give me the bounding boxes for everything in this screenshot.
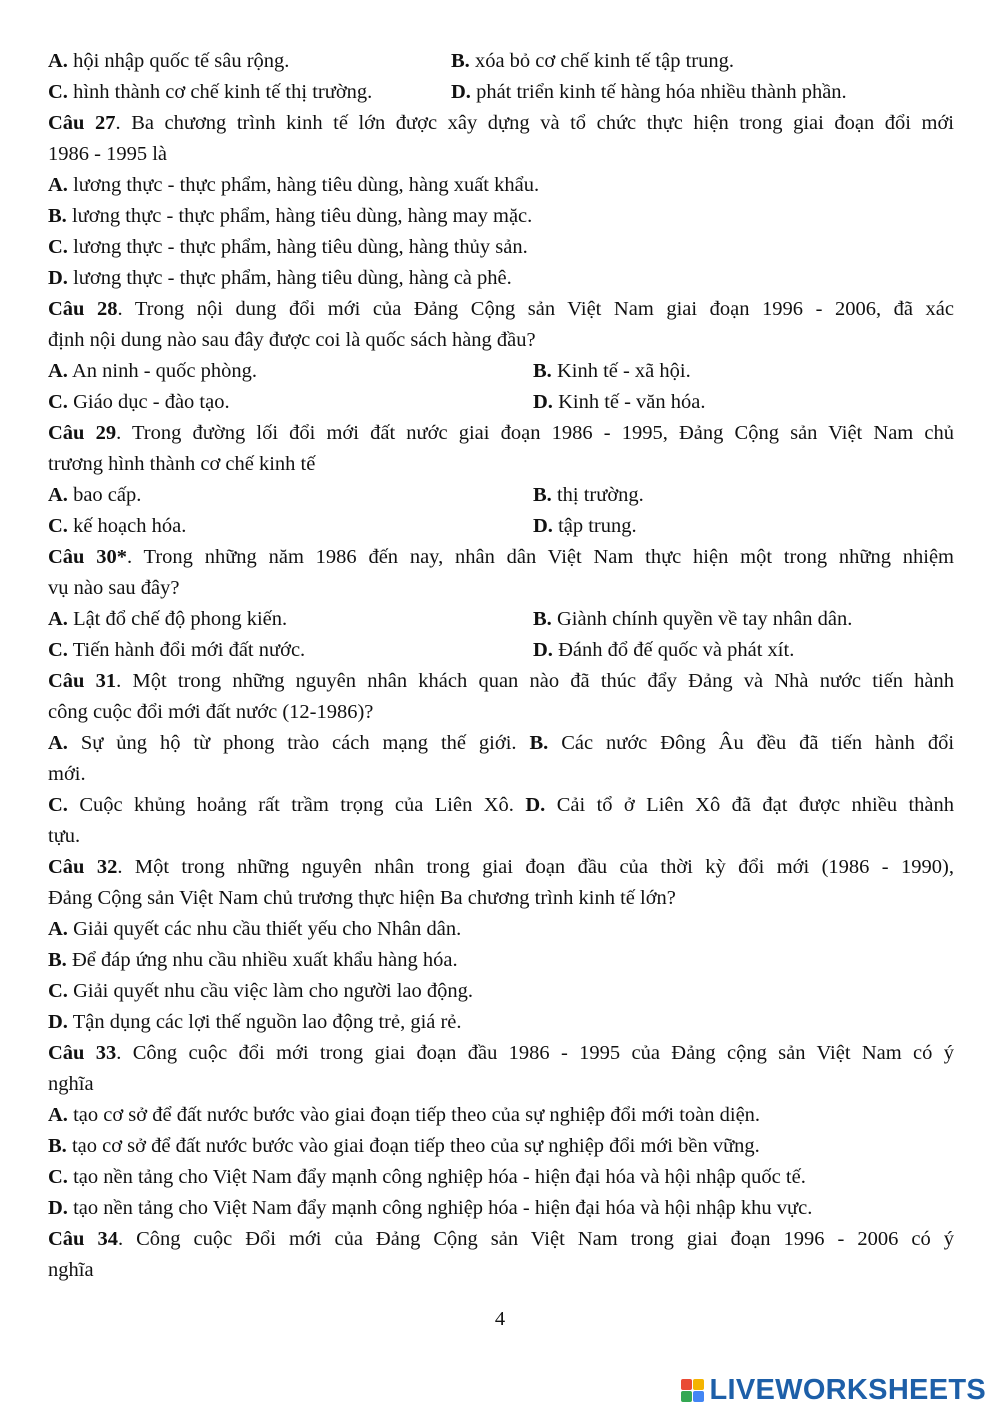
question-continuation: tựu. (48, 825, 81, 847)
option-label: C. (48, 515, 68, 537)
answer-option-row (48, 46, 954, 77)
answer-option (48, 511, 533, 542)
question-continuation: vụ nào sau đây? (48, 577, 180, 599)
option-label: D. (48, 1197, 68, 1219)
worksheet-content (48, 46, 954, 1286)
question-continuation: công cuộc đổi mới đất nước (12-1986)? (48, 701, 374, 723)
answer-option (48, 604, 533, 635)
option-text: xóa bỏ cơ chế kinh tế tập trung. (474, 50, 734, 72)
question-continuation: Đảng Cộng sản Việt Nam chủ trương thực hiện Ba chương trình kinh tế lớn? (48, 887, 676, 909)
question-number: Câu 34 (48, 1228, 118, 1250)
question-number: Câu 27 (48, 112, 116, 134)
option-text: Tận dụng các lợi thế nguồn lao động trẻ, giá rẻ. (72, 1011, 462, 1033)
option-text: lương thực - thực phẩm, hàng tiêu dùng, hàng xuất khẩu. (73, 174, 540, 196)
option-label: A. (48, 484, 68, 506)
option-text: tạo nền tảng cho Việt Nam đẩy mạnh công nghiệp hóa - hiện đại hóa và hội nhập khu vực. (73, 1197, 813, 1219)
option-text: Giải quyết nhu cầu việc làm cho người lao động. (73, 980, 474, 1002)
option-label: A. (48, 360, 68, 382)
option-label: C. (48, 794, 68, 816)
option-label: D. (48, 1011, 68, 1033)
option-label: B. (48, 949, 67, 971)
option-label: D. (533, 391, 553, 413)
answer-option (48, 170, 954, 201)
question-number: Câu 32 (48, 856, 118, 878)
answer-option (48, 914, 954, 945)
option-label: C. (48, 81, 68, 103)
answer-option (533, 635, 794, 666)
answer-option (451, 46, 734, 77)
logo-square-blue (693, 1391, 704, 1402)
option-label: A. (48, 732, 68, 754)
option-label: B. (451, 50, 470, 72)
question-line (48, 852, 954, 883)
answer-option (451, 77, 847, 108)
question-line (48, 542, 954, 573)
option-text: lương thực - thực phẩm, hàng tiêu dùng, hàng cà phê. (73, 267, 512, 289)
question-text: . Công cuộc đổi mới trong giai đoạn đầu 1986 - 1995 của Đảng cộng sản Việt Nam có ý (116, 1042, 954, 1064)
answer-option (533, 511, 637, 542)
question-text: . Công cuộc Đổi mới của Đảng Cộng sản Việt Nam trong giai đoạn 1996 - 2006 có ý (117, 1228, 954, 1250)
answer-option-row (48, 790, 954, 821)
question-line (48, 108, 954, 139)
option-text: tạo nền tảng cho Việt Nam đẩy mạnh công nghiệp hóa - hiện đại hóa và hội nhập quốc tế. (73, 1166, 806, 1188)
question-text: . Trong nội dung đổi mới của Đảng Cộng sản Việt Nam giai đoạn 1996 - 2006, đã xác (117, 298, 954, 320)
option-text: An ninh - quốc phòng. (71, 360, 257, 382)
answer-option (48, 46, 451, 77)
option-text: tạo cơ sở để đất nước bước vào giai đoạn tiếp theo của sự nghiệp đổi mới toàn diện. (73, 1104, 761, 1126)
option-label: B. (533, 484, 552, 506)
question-line (48, 294, 954, 325)
answer-option (533, 480, 644, 511)
option-label: D. (48, 267, 68, 289)
answer-option (48, 201, 954, 232)
answer-option-row (48, 480, 954, 511)
logo-square-red (681, 1379, 692, 1390)
answer-option (48, 1162, 954, 1193)
answer-option-row (48, 356, 954, 387)
option-label: C. (48, 236, 68, 258)
answer-option (48, 976, 954, 1007)
option-text: Cải tổ ở Liên Xô đã đạt được nhiều thành (556, 794, 955, 816)
answer-option-row (48, 387, 954, 418)
answer-option (48, 1193, 954, 1224)
option-label: C. (48, 980, 68, 1002)
question-number: Câu 33 (48, 1042, 117, 1064)
option-label: D. (533, 639, 553, 661)
option-text: Kinh tế - văn hóa. (558, 391, 706, 413)
option-label: B. (48, 205, 67, 227)
option-text: lương thực - thực phẩm, hàng tiêu dùng, hàng may mặc. (71, 205, 533, 227)
option-text: bao cấp. (73, 484, 142, 506)
option-label: A. (48, 608, 68, 630)
question-continuation: nghĩa (48, 1073, 94, 1095)
liveworksheets-logo[interactable] (681, 1374, 987, 1407)
answer-option-row (48, 511, 954, 542)
answer-option (533, 387, 706, 418)
option-text: Cuộc khủng hoảng rất trầm trọng của Liên Xô. (79, 794, 514, 816)
question-line (48, 1038, 954, 1069)
option-text: tạo cơ sở để đất nước bước vào giai đoạn tiếp theo của sự nghiệp đổi mới bền vững. (71, 1135, 760, 1157)
option-text: phát triển kinh tế hàng hóa nhiều thành phần. (476, 81, 847, 103)
answer-option-row (48, 604, 954, 635)
option-text: Giành chính quyền về tay nhân dân. (556, 608, 853, 630)
option-text: tập trung. (558, 515, 637, 537)
answer-option (48, 387, 533, 418)
question-continuation: mới. (48, 763, 86, 785)
option-text: Để đáp ứng nhu cầu nhiều xuất khẩu hàng hóa. (71, 949, 458, 971)
question-number: Câu 31 (48, 670, 117, 692)
option-label: D. (451, 81, 471, 103)
answer-option-row (48, 635, 954, 666)
answer-option (48, 356, 533, 387)
page-number: 4 (494, 1308, 506, 1330)
question-line (48, 666, 954, 697)
answer-option (48, 263, 954, 294)
option-text: hội nhập quốc tế sâu rộng. (73, 50, 290, 72)
option-text: Sự ủng hộ từ phong trào cách mạng thế giới. (80, 732, 517, 754)
option-text: lương thực - thực phẩm, hàng tiêu dùng, hàng thủy sản. (73, 236, 528, 258)
answer-option (48, 1131, 954, 1162)
answer-option (48, 1100, 954, 1131)
option-text: Giải quyết các nhu cầu thiết yếu cho Nhân dân. (73, 918, 462, 940)
answer-option (48, 232, 954, 263)
option-text: Kinh tế - xã hội. (556, 360, 691, 382)
question-continuation: trương hình thành cơ chế kinh tế (48, 453, 316, 475)
option-label: C. (48, 639, 68, 661)
question-text: . Ba chương trình kinh tế lớn được xây dựng và tổ chức thực hiện trong giai đoạn đổi mới (115, 112, 954, 134)
answer-option (48, 1007, 954, 1038)
option-text: Tiến hành đổi mới đất nước. (72, 639, 306, 661)
option-text: hình thành cơ chế kinh tế thị trường. (73, 81, 373, 103)
question-number: Câu 29 (48, 422, 117, 444)
logo-square-green (681, 1391, 692, 1402)
option-label: A. (48, 918, 68, 940)
question-continuation: định nội dung nào sau đây được coi là quốc sách hàng đầu? (48, 329, 536, 351)
question-text: . Một trong những nguyên nhân trong giai đoạn đầu của thời kỳ đổi mới (1986 - 1990), (117, 856, 954, 878)
liveworksheets-logo-icon (681, 1379, 704, 1402)
option-text: kế hoạch hóa. (73, 515, 187, 537)
option-text: Các nước Đông Âu đều đã tiến hành đổi (561, 732, 955, 754)
option-text: Giáo dục - đào tạo. (73, 391, 230, 413)
option-label: A. (48, 1104, 68, 1126)
option-label: B. (533, 608, 552, 630)
option-label: C. (48, 1166, 68, 1188)
option-label: B. (48, 1135, 67, 1157)
option-label: D. (525, 794, 546, 816)
question-line (48, 1224, 954, 1255)
option-text: Lật đổ chế độ phong kiến. (73, 608, 288, 630)
question-text: . Trong những năm 1986 đến nay, nhân dân Việt Nam thực hiện một trong những nhiệm (127, 546, 954, 568)
option-label: A. (48, 50, 68, 72)
answer-option (533, 604, 852, 635)
option-label: C. (48, 391, 68, 413)
question-continuation: 1986 - 1995 là (48, 143, 167, 165)
option-text: Đánh đổ đế quốc và phát xít. (558, 639, 795, 661)
option-label: A. (48, 174, 68, 196)
answer-option (48, 480, 533, 511)
question-text: . Trong đường lối đổi mới đất nước giai đoạn 1986 - 1995, Đảng Cộng sản Việt Nam chủ (116, 422, 954, 444)
option-label: D. (533, 515, 553, 537)
answer-option (48, 945, 954, 976)
question-continuation: nghĩa (48, 1259, 94, 1281)
answer-option (533, 356, 691, 387)
option-label: B. (529, 732, 549, 754)
option-label: B. (533, 360, 552, 382)
option-text: thị trường. (556, 484, 644, 506)
liveworksheets-logo-text: LIVEWORKSHEETS (709, 1374, 986, 1406)
answer-option-row (48, 728, 954, 759)
answer-option-row (48, 77, 954, 108)
logo-square-yellow (693, 1379, 704, 1390)
question-number: Câu 28 (48, 298, 118, 320)
answer-option (48, 635, 533, 666)
question-number: Câu 30* (48, 546, 127, 568)
answer-option (48, 77, 451, 108)
question-text: . Một trong những nguyên nhân khách quan nào đã thúc đẩy Đảng và Nhà nước tiến hành (116, 670, 954, 692)
question-line (48, 418, 954, 449)
